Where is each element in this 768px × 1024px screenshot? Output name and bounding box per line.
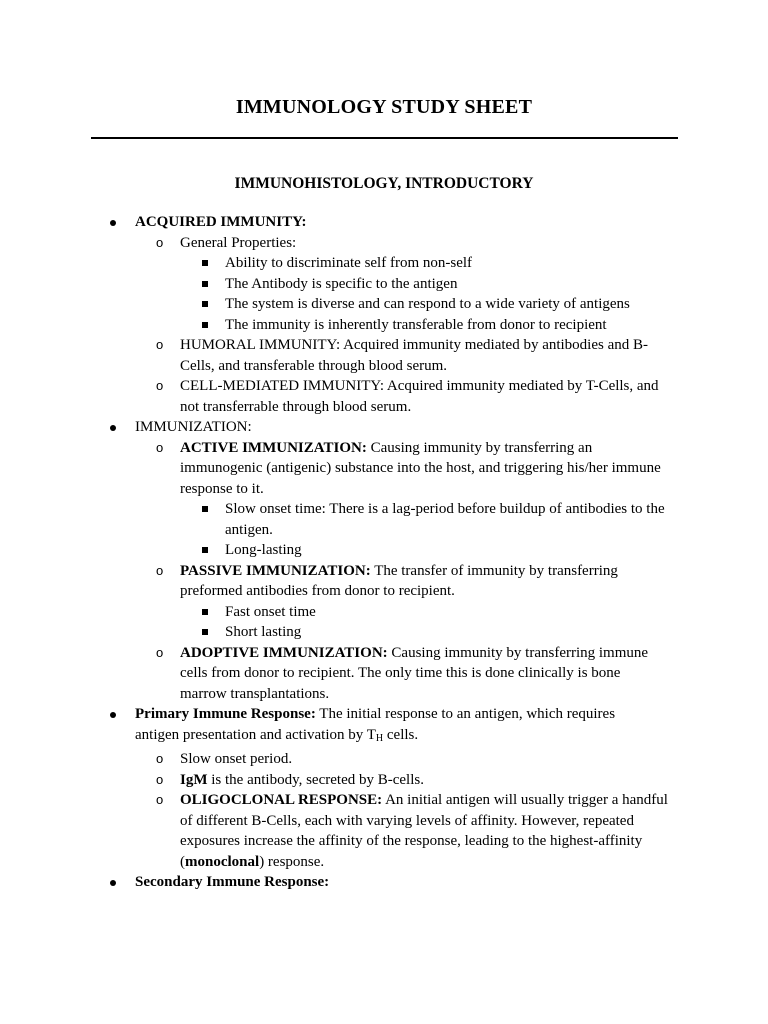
circle-bullet-icon: o <box>156 337 164 352</box>
square-bullet-icon <box>202 301 208 307</box>
passive-immunization-list <box>180 602 670 643</box>
oligoclonal-text: An initial antigen will usually trigger a handful of different B-Cells, each with varying levels of affinity. However, repeated exposures increase the affinity of the response, leading to the highest-affinity ( <box>180 792 668 870</box>
immunization-sublist <box>135 438 665 705</box>
igm-label: IgM <box>180 771 208 788</box>
square-bullet-icon <box>202 322 208 328</box>
cell-mediated-immunity-text: CELL-MEDIATED IMMUNITY: Acquired immunity mediated by T-Cells, and not transferrable through blood serum. <box>180 378 659 415</box>
circle-bullet-icon: o <box>156 644 164 660</box>
active-immunization-list <box>180 499 670 561</box>
section-subtitle: IMMUNOHISTOLOGY, INTRODUCTORY <box>234 175 534 192</box>
oligoclonal-label: OLIGOCLONAL RESPONSE: <box>180 792 383 808</box>
notes-body <box>0 212 768 893</box>
circle-bullet-icon: o <box>156 792 164 807</box>
primary-response-sublist <box>135 749 668 872</box>
passive-detail-text: Fast onset time <box>225 603 316 620</box>
passive-immunization-text: The transfer of immunity by transferring preformed antibodies from donor to recipient. <box>180 562 618 599</box>
humoral-immunity-text: HUMORAL IMMUNITY: Acquired immunity mediated by antibodies and B-Cells, and transferable through blood serum. <box>180 337 649 374</box>
list-item-adoptive-immunization <box>156 643 670 705</box>
square-bullet-icon <box>202 547 208 553</box>
list-item-igm <box>156 770 670 791</box>
property-text: The system is diverse and can respond to a wide variety of antigens <box>225 296 630 312</box>
list-item-passive-immunization <box>156 561 670 643</box>
immunization-heading: IMMUNIZATION: <box>135 419 252 435</box>
square-bullet-icon <box>202 260 208 266</box>
list-item <box>225 253 665 274</box>
active-detail-text: Slow onset time: There is a lag-period before buildup of antibodies to the antigen. <box>225 501 665 538</box>
active-detail-text: Long-lasting <box>225 542 302 558</box>
outline-list <box>0 212 768 893</box>
property-text: The Antibody is specific to the antigen <box>225 275 458 292</box>
circle-bullet-icon: o <box>156 234 164 250</box>
bullet-icon <box>110 425 116 431</box>
list-item-active-immunization <box>156 438 670 561</box>
primary-response-label: Primary Immune Response: <box>135 706 316 722</box>
list-item <box>225 622 665 643</box>
active-immunization-text: Causing immunity by transferring an immunogenic (antigenic) substance into the host, and triggering his/her immune response to it. <box>180 439 661 497</box>
list-item-acquired-immunity <box>135 212 659 417</box>
passive-immunization-label: PASSIVE IMMUNIZATION: <box>180 562 371 579</box>
bullet-icon <box>110 220 116 226</box>
monoclonal-term: monoclonal <box>185 853 260 870</box>
list-item-cell-mediated-immunity <box>156 376 670 417</box>
list-item-slow-onset <box>156 749 670 770</box>
general-properties-text: General Properties: <box>180 234 297 251</box>
square-bullet-icon <box>202 281 208 287</box>
circle-bullet-icon: o <box>156 378 164 393</box>
active-immunization-label: ACTIVE IMMUNIZATION: <box>180 439 367 456</box>
primary-response-text: The initial response to an antigen, which requires antigen presentation and activation by T <box>135 706 616 743</box>
bullet-icon <box>110 880 116 886</box>
adoptive-immunization-label: ADOPTIVE IMMUNIZATION: <box>180 644 388 661</box>
circle-bullet-icon: o <box>156 771 164 787</box>
list-item-general-properties <box>156 233 670 336</box>
square-bullet-icon <box>202 609 208 615</box>
list-item <box>225 540 665 561</box>
square-bullet-icon <box>202 629 208 635</box>
adoptive-immunization-text: Causing immunity by transferring immune cells from donor to recipient. The only time this is done clinically is bone marrow transplantations. <box>180 644 649 702</box>
list-item <box>225 315 665 336</box>
acquired-immunity-heading: ACQUIRED IMMUNITY: <box>135 214 307 230</box>
oligoclonal-tail: ) response. <box>259 853 325 870</box>
th-subscript: H <box>375 732 384 744</box>
primary-response-tail: cells. <box>383 726 419 743</box>
property-text: The immunity is inherently transferable from donor to recipient <box>225 316 607 333</box>
list-item <box>225 499 665 540</box>
circle-bullet-icon: o <box>156 562 164 578</box>
acquired-sublist <box>135 233 659 418</box>
list-item <box>225 602 665 623</box>
igm-text: is the antibody, secreted by B-cells. <box>207 771 424 788</box>
bullet-icon <box>110 712 116 718</box>
list-item-immunization <box>135 417 665 704</box>
list-item-primary-immune-response <box>135 704 668 872</box>
slow-onset-text: Slow onset period. <box>180 751 293 767</box>
secondary-response-label: Secondary Immune Response: <box>135 874 330 890</box>
circle-bullet-icon: o <box>156 751 164 766</box>
list-item <box>225 294 665 315</box>
list-item <box>225 274 665 295</box>
property-text: Ability to discriminate self from non-self <box>225 255 473 271</box>
title-divider <box>91 137 678 139</box>
document-title: IMMUNOLOGY STUDY SHEET <box>235 96 533 118</box>
passive-detail-text: Short lasting <box>225 624 302 640</box>
square-bullet-icon <box>202 506 208 512</box>
list-item-secondary-immune-response <box>135 872 630 893</box>
list-item-humoral-immunity <box>156 335 670 376</box>
circle-bullet-icon: o <box>156 439 164 455</box>
list-item-oligoclonal-response <box>156 790 670 872</box>
general-properties-list <box>180 253 670 335</box>
